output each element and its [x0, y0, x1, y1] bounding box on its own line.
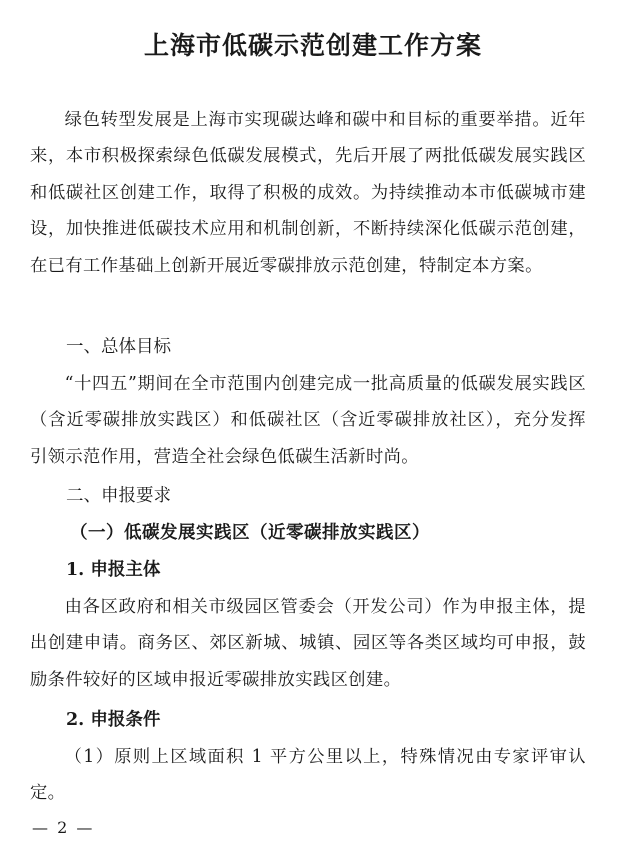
section1-paragraph: “十四五”期间在全市范围内创建完成一批高质量的低碳发展实践区（含近零碳排放实践区）和低碳社区（含近零碳排放社区），充分发挥引领示范作用，营造全社会绿色低碳生活新时尚。	[30, 374, 586, 467]
subsection1-heading: （一）低碳发展实践区（近零碳排放实践区）	[70, 523, 430, 543]
section1-heading: 一、总体目标	[66, 337, 171, 357]
item2-paragraph: （1）原则上区域面积 1 平方公里以上，特殊情况由专家评审认定。	[30, 747, 586, 804]
section2-heading: 二、申报要求	[66, 486, 171, 506]
item1-heading: 1. 申报主体	[66, 560, 161, 580]
document-title: 上海市低碳示范创建工作方案	[143, 31, 482, 60]
page-number: — 2 —	[32, 818, 95, 837]
item1-paragraph: 由各区政府和相关市级园区管委会（开发公司）作为申报主体，提出创建申请。商务区、郊区新城、城镇、园区等各类区域均可申报，鼓励条件较好的区域申报近零碳排放实践区创建。	[30, 597, 586, 690]
intro-paragraph: 绿色转型发展是上海市实现碳达峰和碳中和目标的重要举措。近年来，本市积极探索绿色低碳发展模式，先后开展了两批低碳发展实践区和低碳社区创建工作，取得了积极的成效。为持续推动本市低碳城市建设，加快推进低碳技术应用和机制创新，不断持续深化低碳示范创建，在已有工作基础上创新开展近零碳排放示范创建，特制定本方案。	[30, 110, 586, 276]
item2-heading: 2. 申报条件	[66, 710, 161, 730]
